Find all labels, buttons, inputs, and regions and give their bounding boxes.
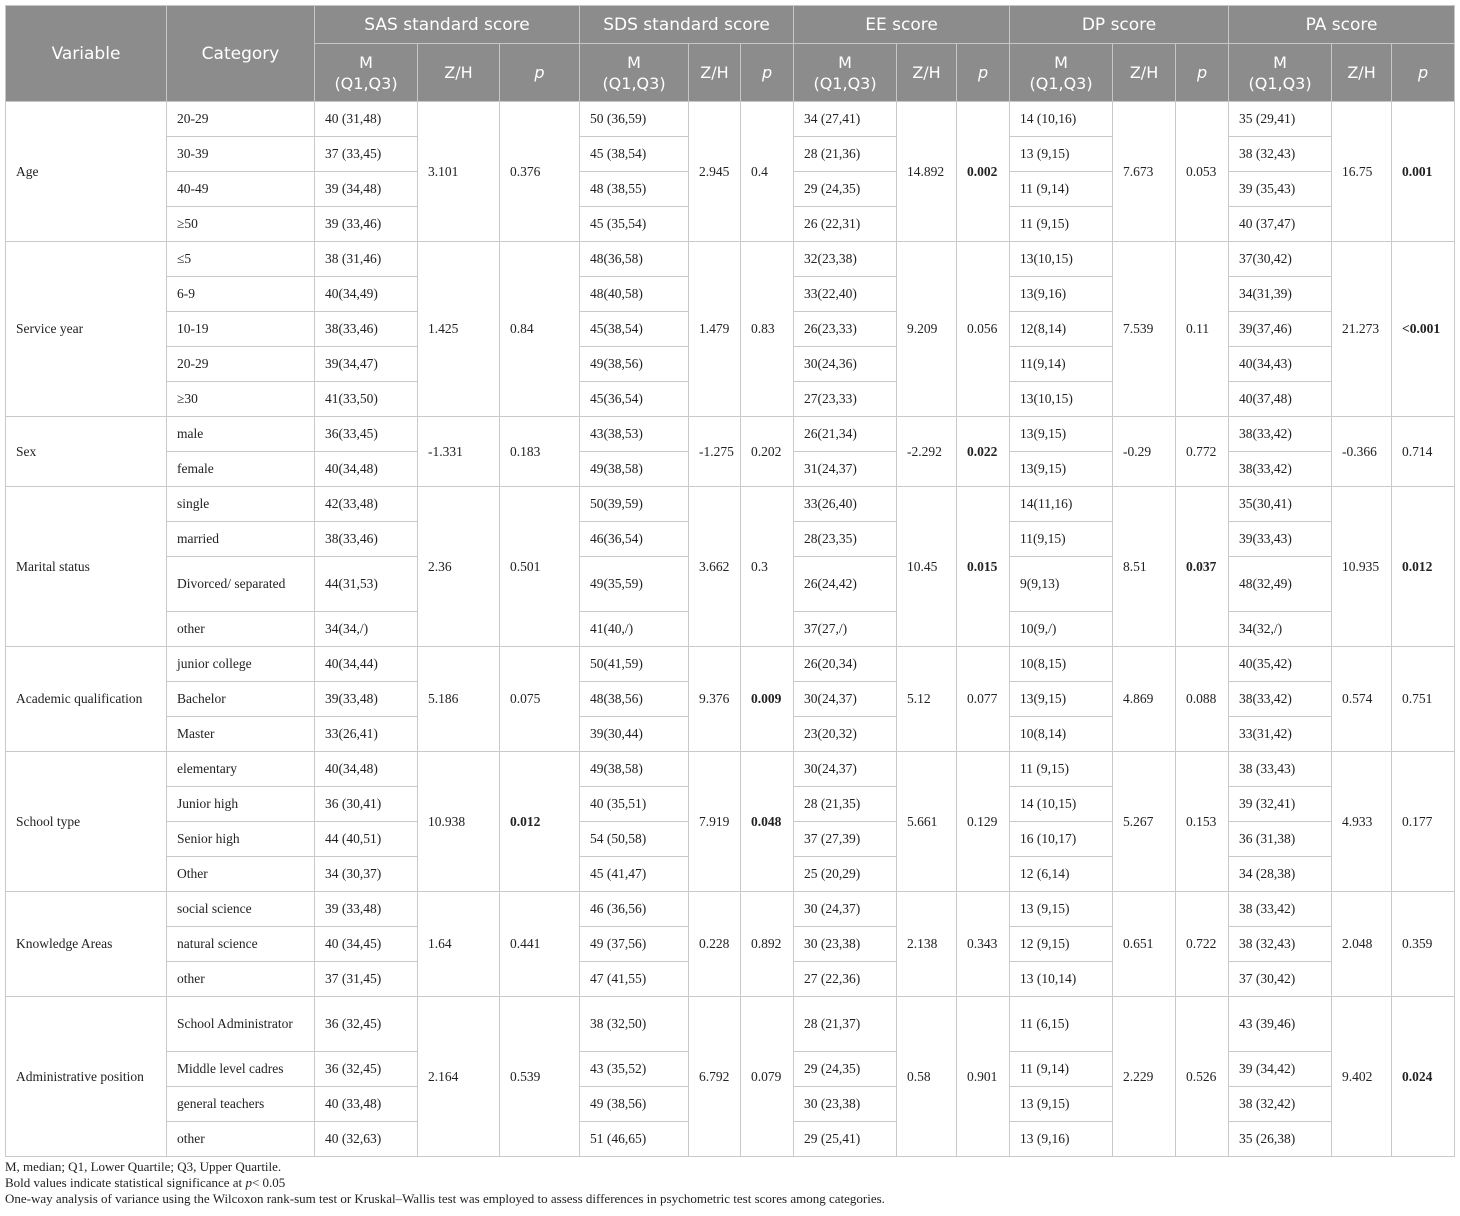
- category-cell: ≤5: [167, 242, 315, 277]
- dp-median-cell: 12(8,14): [1010, 312, 1113, 347]
- dp-median-cell: 11 (9,14): [1010, 172, 1113, 207]
- sds-median-cell: 46(36,54): [580, 522, 689, 557]
- ee-median-cell: 33(22,40): [794, 277, 897, 312]
- dp-median-cell: 14 (10,15): [1010, 787, 1113, 822]
- sds-p-header: p: [741, 44, 794, 102]
- sds-median-cell: 49 (37,56): [580, 927, 689, 962]
- dp-zh-cell: 7.673: [1113, 102, 1176, 242]
- ee-median-cell: 28 (21,36): [794, 137, 897, 172]
- pa-zh-cell: -0.366: [1332, 417, 1392, 487]
- dp-p-cell: 0.526: [1176, 997, 1229, 1157]
- sds-median-cell: 48(38,56): [580, 682, 689, 717]
- sas-median-cell: 39 (34,48): [315, 172, 418, 207]
- dp-median-cell: 13 (9,16): [1010, 1122, 1113, 1157]
- table-body: [6, 102, 1455, 1157]
- variable-cell: Knowledge Areas: [6, 892, 167, 997]
- sds-zh-cell: 2.945: [689, 102, 741, 242]
- dp-median-cell: 14 (10,16): [1010, 102, 1113, 137]
- category-cell: ≥30: [167, 382, 315, 417]
- dp-median-cell: 13(9,15): [1010, 417, 1113, 452]
- dp-p-cell: 0.088: [1176, 647, 1229, 752]
- sds-zh-cell: -1.275: [689, 417, 741, 487]
- ee-median-cell: 33(26,40): [794, 487, 897, 522]
- dp-p-cell: 0.722: [1176, 892, 1229, 997]
- ee-p-cell: 0.056: [957, 242, 1010, 417]
- ee-median-cell: 29 (24,35): [794, 1052, 897, 1087]
- dp-median-cell: 12 (6,14): [1010, 857, 1113, 892]
- pa-median-header: M (Q1,Q3): [1229, 44, 1332, 102]
- dp-median-cell: 13(9,15): [1010, 452, 1113, 487]
- pa-median-cell: 39 (35,43): [1229, 172, 1332, 207]
- pa-zh-cell: 21.273: [1332, 242, 1392, 417]
- sas-median-cell: 40(34,48): [315, 752, 418, 787]
- footnote-bold: Bold values indicate statistical significance at p< 0.05: [5, 1175, 286, 1190]
- statistics-table: [5, 5, 1455, 1157]
- pa-median-cell: 38 (33,42): [1229, 892, 1332, 927]
- sds-p-cell: 0.079: [741, 997, 794, 1157]
- category-cell: elementary: [167, 752, 315, 787]
- dp-median-cell: 13(10,15): [1010, 242, 1113, 277]
- ee-median-cell: 28 (21,37): [794, 997, 897, 1052]
- category-cell: Other: [167, 857, 315, 892]
- sds-p-cell: 0.4: [741, 102, 794, 242]
- dp-median-cell: 10(8,15): [1010, 647, 1113, 682]
- dp-zh-cell: 7.539: [1113, 242, 1176, 417]
- ee-median-cell: 30 (23,38): [794, 1087, 897, 1122]
- sds-median-cell: 45 (38,54): [580, 137, 689, 172]
- sas-median-cell: 34 (30,37): [315, 857, 418, 892]
- pa-p-cell: 0.024: [1392, 997, 1455, 1157]
- category-cell: Divorced/ separated: [167, 557, 315, 612]
- footnote-abbreviations: M, median; Q1, Lower Quartile; Q3, Upper Quartile.: [5, 1159, 282, 1174]
- category-cell: 20-29: [167, 102, 315, 137]
- category-cell: social science: [167, 892, 315, 927]
- pa-p-cell: 0.012: [1392, 487, 1455, 647]
- sas-p-cell: 0.012: [500, 752, 580, 892]
- sas-p-cell: 0.501: [500, 487, 580, 647]
- ee-median-cell: 27(23,33): [794, 382, 897, 417]
- ee-median-cell: 30(24,37): [794, 752, 897, 787]
- category-cell: 20-29: [167, 347, 315, 382]
- sas-p-cell: 0.183: [500, 417, 580, 487]
- sds-median-cell: 54 (50,58): [580, 822, 689, 857]
- sds-median-cell: 43 (35,52): [580, 1052, 689, 1087]
- category-cell: natural science: [167, 927, 315, 962]
- dp-zh-cell: 8.51: [1113, 487, 1176, 647]
- sds-p-cell: 0.892: [741, 892, 794, 997]
- sds-median-cell: 38 (32,50): [580, 997, 689, 1052]
- variable-header: Variable: [6, 6, 167, 102]
- ee-p-cell: 0.077: [957, 647, 1010, 752]
- pa-zh-cell: 9.402: [1332, 997, 1392, 1157]
- ee-zh-cell: 2.138: [897, 892, 957, 997]
- sas-zh-header: Z/H: [418, 44, 500, 102]
- dp-zh-header: Z/H: [1113, 44, 1176, 102]
- category-cell: Middle level cadres: [167, 1052, 315, 1087]
- category-cell: Master: [167, 717, 315, 752]
- sds-zh-cell: 0.228: [689, 892, 741, 997]
- dp-median-cell: 13(9,16): [1010, 277, 1113, 312]
- sas-median-cell: 36 (32,45): [315, 1052, 418, 1087]
- pa-median-cell: 39 (34,42): [1229, 1052, 1332, 1087]
- ee-median-cell: 37(27,/): [794, 612, 897, 647]
- pa-median-cell: 38 (32,43): [1229, 927, 1332, 962]
- pa-median-cell: 37 (30,42): [1229, 962, 1332, 997]
- ee-zh-header: Z/H: [897, 44, 957, 102]
- dp-p-cell: 0.11: [1176, 242, 1229, 417]
- sas-group-header: SAS standard score: [315, 6, 580, 44]
- dp-p-cell: 0.153: [1176, 752, 1229, 892]
- sas-p-header: p: [500, 44, 580, 102]
- sas-median-cell: 40 (31,48): [315, 102, 418, 137]
- sas-median-cell: 39(33,48): [315, 682, 418, 717]
- pa-median-cell: 36 (31,38): [1229, 822, 1332, 857]
- sas-median-cell: 40(34,44): [315, 647, 418, 682]
- dp-group-header: DP score: [1010, 6, 1229, 44]
- pa-zh-cell: 0.574: [1332, 647, 1392, 752]
- pa-median-cell: 38 (33,43): [1229, 752, 1332, 787]
- category-cell: 40-49: [167, 172, 315, 207]
- table-row: [6, 752, 1455, 787]
- dp-median-cell: 14(11,16): [1010, 487, 1113, 522]
- ee-zh-cell: 5.661: [897, 752, 957, 892]
- sas-median-cell: 41(33,50): [315, 382, 418, 417]
- dp-p-cell: 0.037: [1176, 487, 1229, 647]
- pa-median-cell: 43 (39,46): [1229, 997, 1332, 1052]
- category-cell: Senior high: [167, 822, 315, 857]
- dp-zh-cell: 4.869: [1113, 647, 1176, 752]
- sds-median-cell: 48 (38,55): [580, 172, 689, 207]
- sas-zh-cell: -1.331: [418, 417, 500, 487]
- ee-median-cell: 27 (22,36): [794, 962, 897, 997]
- sas-p-cell: 0.441: [500, 892, 580, 997]
- dp-median-cell: 10(9,/): [1010, 612, 1113, 647]
- ee-zh-cell: 5.12: [897, 647, 957, 752]
- dp-median-header: M (Q1,Q3): [1010, 44, 1113, 102]
- sds-median-cell: 41(40,/): [580, 612, 689, 647]
- ee-median-cell: 26(21,34): [794, 417, 897, 452]
- ee-median-cell: 29 (25,41): [794, 1122, 897, 1157]
- dp-zh-cell: 5.267: [1113, 752, 1176, 892]
- category-cell: 30-39: [167, 137, 315, 172]
- sds-median-cell: 50(39,59): [580, 487, 689, 522]
- dp-median-cell: 11 (9,15): [1010, 207, 1113, 242]
- sds-median-cell: 40 (35,51): [580, 787, 689, 822]
- sas-p-cell: 0.539: [500, 997, 580, 1157]
- sds-median-cell: 50(41,59): [580, 647, 689, 682]
- table-row: [6, 487, 1455, 522]
- sas-median-cell: 40(34,49): [315, 277, 418, 312]
- category-cell: general teachers: [167, 1087, 315, 1122]
- sas-median-cell: 36(33,45): [315, 417, 418, 452]
- ee-p-cell: 0.022: [957, 417, 1010, 487]
- dp-median-cell: 11(9,14): [1010, 347, 1113, 382]
- pa-p-cell: 0.751: [1392, 647, 1455, 752]
- pa-median-cell: 38(33,42): [1229, 682, 1332, 717]
- pa-median-cell: 40(35,42): [1229, 647, 1332, 682]
- category-cell: junior college: [167, 647, 315, 682]
- dp-zh-cell: 0.651: [1113, 892, 1176, 997]
- sds-median-cell: 45(38,54): [580, 312, 689, 347]
- pa-zh-cell: 10.935: [1332, 487, 1392, 647]
- dp-median-cell: 13(9,15): [1010, 682, 1113, 717]
- sas-p-cell: 0.84: [500, 242, 580, 417]
- sds-median-cell: 50 (36,59): [580, 102, 689, 137]
- table-row: [6, 417, 1455, 452]
- dp-median-cell: 16 (10,17): [1010, 822, 1113, 857]
- sas-median-cell: 39 (33,48): [315, 892, 418, 927]
- pa-zh-cell: 16.75: [1332, 102, 1392, 242]
- ee-median-cell: 28 (21,35): [794, 787, 897, 822]
- category-cell: Junior high: [167, 787, 315, 822]
- ee-p-cell: 0.129: [957, 752, 1010, 892]
- ee-group-header: EE score: [794, 6, 1010, 44]
- sas-median-cell: 38 (31,46): [315, 242, 418, 277]
- ee-zh-cell: 9.209: [897, 242, 957, 417]
- pa-median-cell: 40 (37,47): [1229, 207, 1332, 242]
- sas-median-cell: 38(33,46): [315, 522, 418, 557]
- sds-median-cell: 49(38,58): [580, 452, 689, 487]
- pa-p-cell: 0.359: [1392, 892, 1455, 997]
- dp-median-cell: 9(9,13): [1010, 557, 1113, 612]
- sas-zh-cell: 2.164: [418, 997, 500, 1157]
- sds-p-cell: 0.048: [741, 752, 794, 892]
- sas-median-cell: 38(33,46): [315, 312, 418, 347]
- sds-group-header: SDS standard score: [580, 6, 794, 44]
- sas-median-cell: 39(34,47): [315, 347, 418, 382]
- sds-zh-cell: 9.376: [689, 647, 741, 752]
- sas-median-cell: 36 (30,41): [315, 787, 418, 822]
- sds-median-cell: 48(36,58): [580, 242, 689, 277]
- pa-median-cell: 38(33,42): [1229, 417, 1332, 452]
- ee-median-cell: 26(24,42): [794, 557, 897, 612]
- dp-median-cell: 11 (9,15): [1010, 752, 1113, 787]
- category-header: Category: [167, 6, 315, 102]
- ee-median-cell: 30(24,37): [794, 682, 897, 717]
- sas-median-cell: 36 (32,45): [315, 997, 418, 1052]
- sds-zh-header: Z/H: [689, 44, 741, 102]
- pa-median-cell: 38 (32,42): [1229, 1087, 1332, 1122]
- variable-cell: Academic qualification: [6, 647, 167, 752]
- ee-median-cell: 29 (24,35): [794, 172, 897, 207]
- category-cell: Bachelor: [167, 682, 315, 717]
- ee-median-cell: 28(23,35): [794, 522, 897, 557]
- dp-p-cell: 0.772: [1176, 417, 1229, 487]
- sds-median-cell: 45(36,54): [580, 382, 689, 417]
- pa-median-cell: 34(31,39): [1229, 277, 1332, 312]
- pa-median-cell: 35 (26,38): [1229, 1122, 1332, 1157]
- dp-zh-cell: -0.29: [1113, 417, 1176, 487]
- category-cell: other: [167, 962, 315, 997]
- variable-cell: Age: [6, 102, 167, 242]
- table-footnotes: [5, 1159, 1454, 1207]
- sds-median-cell: 49 (38,56): [580, 1087, 689, 1122]
- table-row: [6, 892, 1455, 927]
- ee-median-cell: 26(20,34): [794, 647, 897, 682]
- pa-p-cell: <0.001: [1392, 242, 1455, 417]
- table-row: [6, 242, 1455, 277]
- sds-zh-cell: 6.792: [689, 997, 741, 1157]
- dp-median-cell: 13(10,15): [1010, 382, 1113, 417]
- ee-zh-cell: 0.58: [897, 997, 957, 1157]
- sds-median-cell: 46 (36,56): [580, 892, 689, 927]
- category-cell: 6-9: [167, 277, 315, 312]
- sas-median-cell: 44 (40,51): [315, 822, 418, 857]
- category-cell: other: [167, 1122, 315, 1157]
- pa-median-cell: 39 (32,41): [1229, 787, 1332, 822]
- footnote-method: One-way analysis of variance using the Wilcoxon rank-sum test or Kruskal–Wallis test was employed to assess differences in psychometric test scores among categories.: [5, 1191, 885, 1206]
- dp-median-cell: 11 (6,15): [1010, 997, 1113, 1052]
- table-row: [6, 647, 1455, 682]
- ee-zh-cell: 10.45: [897, 487, 957, 647]
- sds-median-header: M (Q1,Q3): [580, 44, 689, 102]
- pa-median-cell: 39(33,43): [1229, 522, 1332, 557]
- pa-median-cell: 39(37,46): [1229, 312, 1332, 347]
- category-cell: single: [167, 487, 315, 522]
- category-cell: 10-19: [167, 312, 315, 347]
- ee-p-cell: 0.901: [957, 997, 1010, 1157]
- dp-median-cell: 13 (10,14): [1010, 962, 1113, 997]
- pa-median-cell: 40(34,43): [1229, 347, 1332, 382]
- sas-median-cell: 44(31,53): [315, 557, 418, 612]
- sas-median-cell: 40(34,48): [315, 452, 418, 487]
- pa-p-cell: 0.001: [1392, 102, 1455, 242]
- ee-zh-cell: -2.292: [897, 417, 957, 487]
- sas-median-cell: 42(33,48): [315, 487, 418, 522]
- dp-median-cell: 11(9,15): [1010, 522, 1113, 557]
- pa-group-header: PA score: [1229, 6, 1455, 44]
- pa-median-cell: 48(32,49): [1229, 557, 1332, 612]
- ee-median-cell: 30 (24,37): [794, 892, 897, 927]
- sds-median-cell: 48(40,58): [580, 277, 689, 312]
- sas-median-cell: 34(34,/): [315, 612, 418, 647]
- sds-zh-cell: 3.662: [689, 487, 741, 647]
- ee-median-cell: 34 (27,41): [794, 102, 897, 137]
- pa-median-cell: 34(32,/): [1229, 612, 1332, 647]
- sds-median-cell: 49(35,59): [580, 557, 689, 612]
- variable-cell: School type: [6, 752, 167, 892]
- ee-median-header: M (Q1,Q3): [794, 44, 897, 102]
- sas-median-cell: 40 (32,63): [315, 1122, 418, 1157]
- pa-median-cell: 37(30,42): [1229, 242, 1332, 277]
- sas-zh-cell: 3.101: [418, 102, 500, 242]
- pa-median-cell: 38(33,42): [1229, 452, 1332, 487]
- dp-median-cell: 13 (9,15): [1010, 1087, 1113, 1122]
- sas-zh-cell: 1.64: [418, 892, 500, 997]
- sds-median-cell: 49(38,58): [580, 752, 689, 787]
- sas-zh-cell: 1.425: [418, 242, 500, 417]
- ee-median-cell: 31(24,37): [794, 452, 897, 487]
- table-row: [6, 997, 1455, 1052]
- ee-zh-cell: 14.892: [897, 102, 957, 242]
- sds-p-cell: 0.009: [741, 647, 794, 752]
- pa-p-cell: 0.177: [1392, 752, 1455, 892]
- pa-median-cell: 38 (32,43): [1229, 137, 1332, 172]
- pa-median-cell: 40(37,48): [1229, 382, 1332, 417]
- sas-p-cell: 0.075: [500, 647, 580, 752]
- dp-p-cell: 0.053: [1176, 102, 1229, 242]
- sds-median-cell: 51 (46,65): [580, 1122, 689, 1157]
- pa-zh-cell: 4.933: [1332, 752, 1392, 892]
- dp-median-cell: 12 (9,15): [1010, 927, 1113, 962]
- ee-median-cell: 30(24,36): [794, 347, 897, 382]
- sas-zh-cell: 2.36: [418, 487, 500, 647]
- pa-zh-cell: 2.048: [1332, 892, 1392, 997]
- table-header: [6, 6, 1455, 102]
- dp-median-cell: 13 (9,15): [1010, 137, 1113, 172]
- sas-zh-cell: 10.938: [418, 752, 500, 892]
- sas-median-cell: 40 (34,45): [315, 927, 418, 962]
- sas-p-cell: 0.376: [500, 102, 580, 242]
- variable-cell: Service year: [6, 242, 167, 417]
- variable-cell: Sex: [6, 417, 167, 487]
- ee-p-cell: 0.015: [957, 487, 1010, 647]
- sds-p-cell: 0.83: [741, 242, 794, 417]
- sas-median-cell: 39 (33,46): [315, 207, 418, 242]
- dp-median-cell: 13 (9,15): [1010, 892, 1113, 927]
- category-cell: School Administrator: [167, 997, 315, 1052]
- pa-median-cell: 35(30,41): [1229, 487, 1332, 522]
- pa-median-cell: 33(31,42): [1229, 717, 1332, 752]
- dp-median-cell: 11 (9,14): [1010, 1052, 1113, 1087]
- sas-zh-cell: 5.186: [418, 647, 500, 752]
- sds-p-cell: 0.3: [741, 487, 794, 647]
- variable-cell: Marital status: [6, 487, 167, 647]
- pa-median-cell: 34 (28,38): [1229, 857, 1332, 892]
- category-cell: other: [167, 612, 315, 647]
- sds-median-cell: 47 (41,55): [580, 962, 689, 997]
- ee-p-cell: 0.343: [957, 892, 1010, 997]
- dp-p-header: p: [1176, 44, 1229, 102]
- ee-median-cell: 32(23,38): [794, 242, 897, 277]
- sds-zh-cell: 7.919: [689, 752, 741, 892]
- pa-zh-header: Z/H: [1332, 44, 1392, 102]
- category-cell: married: [167, 522, 315, 557]
- ee-median-cell: 30 (23,38): [794, 927, 897, 962]
- ee-median-cell: 26(23,33): [794, 312, 897, 347]
- sas-median-header: M (Q1,Q3): [315, 44, 418, 102]
- sas-median-cell: 37 (33,45): [315, 137, 418, 172]
- sds-median-cell: 49(38,56): [580, 347, 689, 382]
- pa-p-header: p: [1392, 44, 1455, 102]
- pa-median-cell: 35 (29,41): [1229, 102, 1332, 137]
- ee-median-cell: 26 (22,31): [794, 207, 897, 242]
- sds-zh-cell: 1.479: [689, 242, 741, 417]
- ee-p-cell: 0.002: [957, 102, 1010, 242]
- dp-median-cell: 10(8,14): [1010, 717, 1113, 752]
- category-cell: ≥50: [167, 207, 315, 242]
- variable-cell: Administrative position: [6, 997, 167, 1157]
- sas-median-cell: 37 (31,45): [315, 962, 418, 997]
- sds-p-cell: 0.202: [741, 417, 794, 487]
- table-row: [6, 102, 1455, 137]
- ee-median-cell: 37 (27,39): [794, 822, 897, 857]
- ee-median-cell: 23(20,32): [794, 717, 897, 752]
- sds-median-cell: 45 (41,47): [580, 857, 689, 892]
- pa-p-cell: 0.714: [1392, 417, 1455, 487]
- sas-median-cell: 33(26,41): [315, 717, 418, 752]
- sds-median-cell: 39(30,44): [580, 717, 689, 752]
- sas-median-cell: 40 (33,48): [315, 1087, 418, 1122]
- category-cell: female: [167, 452, 315, 487]
- category-cell: male: [167, 417, 315, 452]
- ee-p-header: p: [957, 44, 1010, 102]
- ee-median-cell: 25 (20,29): [794, 857, 897, 892]
- dp-zh-cell: 2.229: [1113, 997, 1176, 1157]
- sds-median-cell: 45 (35,54): [580, 207, 689, 242]
- sds-median-cell: 43(38,53): [580, 417, 689, 452]
